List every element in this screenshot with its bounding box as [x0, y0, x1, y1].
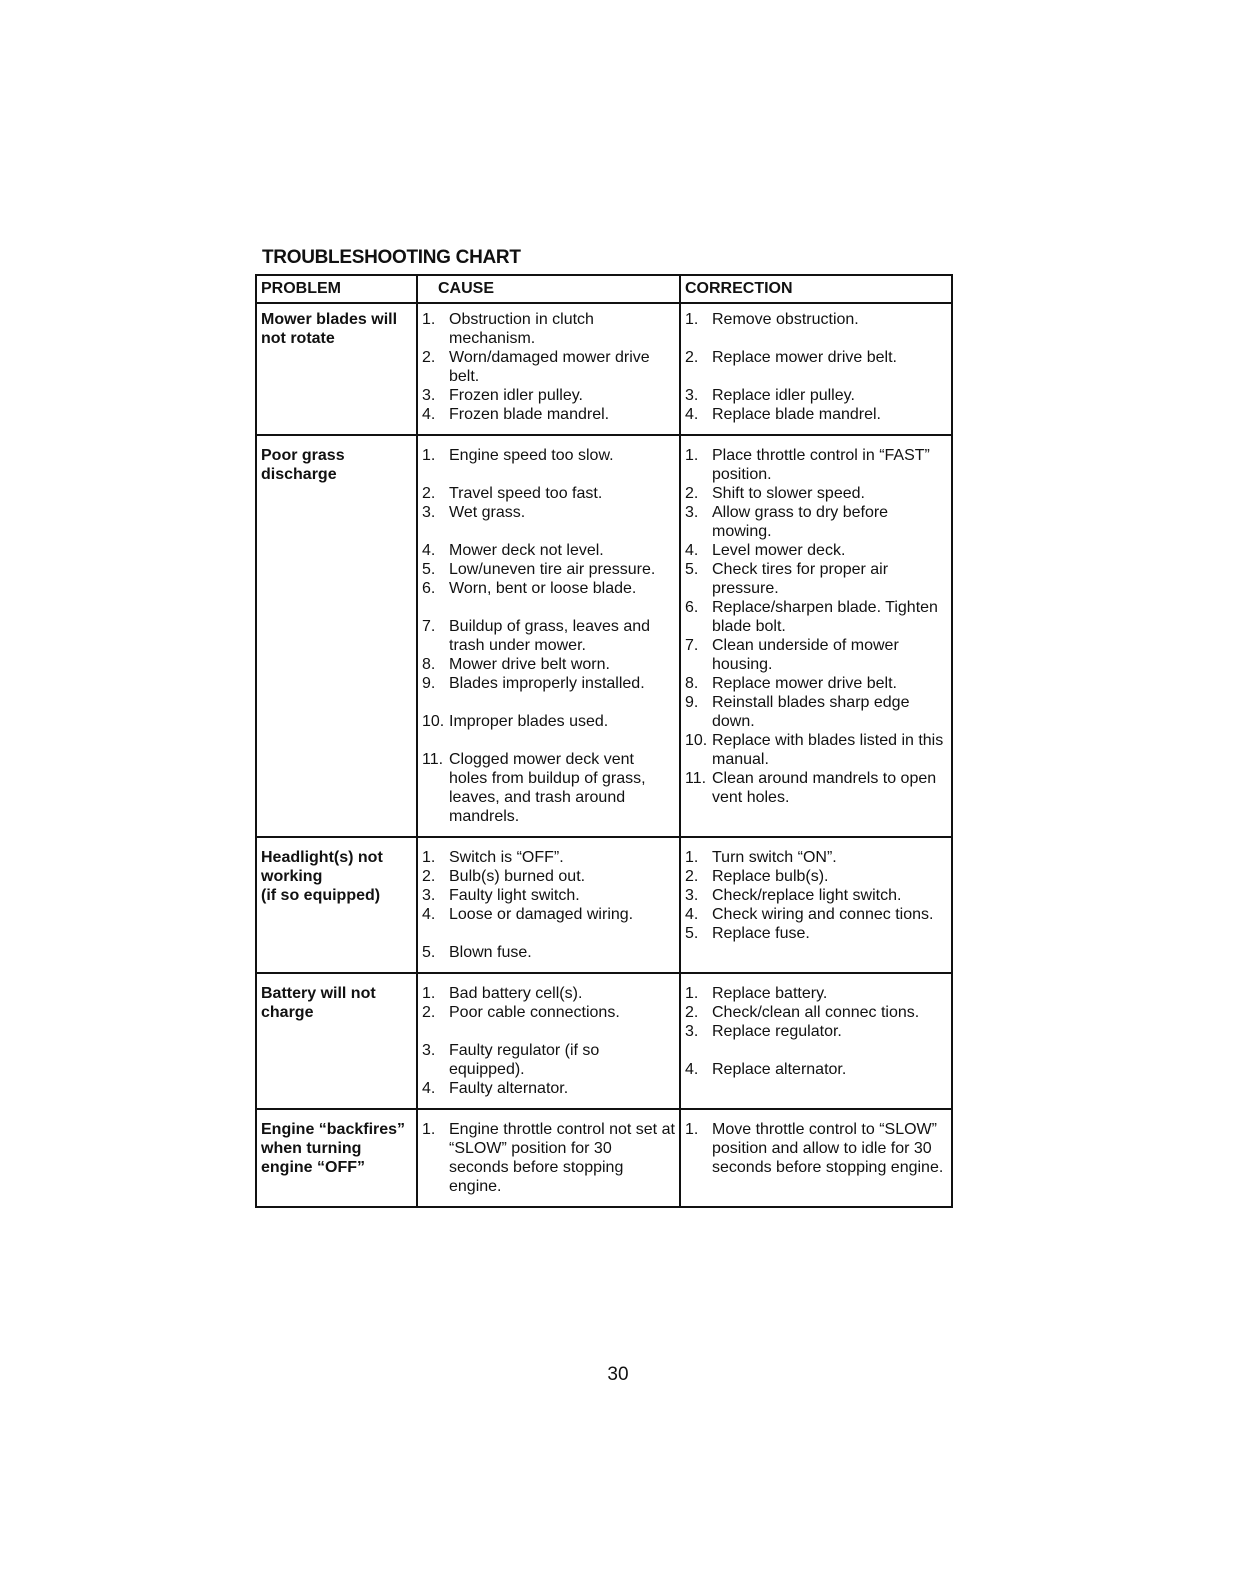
table-row: [256, 303, 952, 435]
item-text: Mower drive belt worn.: [449, 656, 610, 673]
list-item: [422, 1003, 675, 1022]
problem-cell: [256, 1109, 417, 1207]
item-text: Level mower deck.: [712, 542, 846, 559]
item-number: 1.: [685, 849, 699, 866]
correction-cell: [680, 303, 952, 435]
list-item: [422, 405, 675, 424]
item-text: Replace regulator.: [712, 1023, 842, 1040]
item-number: 2.: [685, 349, 699, 366]
item-number: 11.: [422, 751, 444, 768]
item-text: Worn/damaged mower drive belt.: [449, 349, 650, 385]
list-item: [685, 446, 947, 484]
item-number: 3.: [422, 1042, 436, 1059]
item-text: Replace idler pulley.: [712, 387, 855, 404]
item-number: 1.: [422, 311, 436, 328]
item-number: 2.: [422, 349, 436, 366]
item-text: Bulb(s) burned out.: [449, 868, 586, 885]
item-number: 4.: [422, 542, 436, 559]
list-item: [422, 484, 675, 503]
item-text: Place throttle control in “FAST” position.: [712, 447, 930, 483]
item-text: Buildup of grass, leaves and trash under mower.: [449, 618, 651, 654]
item-text: Replace battery.: [712, 985, 828, 1002]
list-item: [685, 405, 947, 424]
cause-cell: [417, 973, 680, 1109]
item-number: 5.: [422, 944, 436, 961]
problem-line: not rotate: [261, 330, 335, 347]
item-number: 3.: [685, 387, 699, 404]
item-number: 7.: [422, 618, 436, 635]
item-number: 4.: [685, 906, 699, 923]
item-number: 4.: [685, 1061, 699, 1078]
problem-cell: [256, 837, 417, 973]
item-number: 2.: [422, 868, 436, 885]
list-item: [685, 598, 947, 636]
item-text: Replace alternator.: [712, 1061, 847, 1078]
troubleshooting-table: [255, 274, 953, 1208]
item-number: 11.: [685, 770, 707, 787]
item-number: 3.: [685, 887, 699, 904]
list-item: [685, 636, 947, 674]
problem-line: (if so equipped): [261, 887, 381, 904]
item-number: 6.: [422, 580, 436, 597]
table-row: [256, 1109, 952, 1207]
list-item: [422, 943, 675, 962]
item-number: 5.: [422, 561, 436, 578]
problem-line: engine “OFF”: [261, 1159, 365, 1176]
problem-line: working: [261, 868, 323, 885]
item-text: Check wiring and connec tions.: [712, 906, 934, 923]
item-text: Move throttle control to “SLOW” position and allow to idle for 30 seconds before stopping engine.: [712, 1121, 944, 1176]
item-text: Replace/sharpen blade. Tighten blade bolt.: [712, 599, 938, 635]
list-item: [422, 848, 675, 867]
item-text: Remove obstruction.: [712, 311, 859, 328]
item-text: Replace mower drive belt.: [712, 349, 897, 366]
item-number: 5.: [685, 561, 699, 578]
item-text: Obstruction in clutch mechanism.: [449, 311, 594, 347]
item-number: 1.: [422, 1121, 436, 1138]
list-item: [685, 503, 947, 541]
item-text: Replace bulb(s).: [712, 868, 829, 885]
item-text: Check tires for proper air pressure.: [712, 561, 889, 597]
header-cause: CAUSE: [417, 275, 680, 303]
list-item: [685, 560, 947, 598]
problem-cell: [256, 303, 417, 435]
item-number: 10.: [685, 732, 708, 749]
item-number: 1.: [685, 311, 699, 328]
list-item: [422, 446, 675, 465]
item-number: 2.: [685, 1004, 699, 1021]
item-text: Clean around mandrels to open vent holes.: [712, 770, 937, 806]
table-row: [256, 837, 952, 973]
list-item: [685, 484, 947, 503]
list-item: [685, 693, 947, 731]
list-item: [685, 541, 947, 560]
table-row: [256, 435, 952, 837]
list-item: [422, 1120, 675, 1196]
item-text: Worn, bent or loose blade.: [449, 580, 637, 597]
problem-line: discharge: [261, 466, 337, 483]
list-item: [685, 924, 947, 943]
item-text: Bad battery cell(s).: [449, 985, 583, 1002]
problem-line: Headlight(s) not: [261, 849, 383, 866]
list-item: [422, 579, 675, 598]
list-item: [685, 1022, 947, 1041]
item-text: Switch is “OFF”.: [449, 849, 564, 866]
item-number: 9.: [685, 694, 699, 711]
list-item: [685, 731, 947, 769]
item-number: 1.: [685, 447, 699, 464]
table-row: [256, 973, 952, 1109]
item-number: 3.: [422, 387, 436, 404]
item-text: Frozen blade mandrel.: [449, 406, 610, 423]
list-item: [422, 867, 675, 886]
item-number: 4.: [685, 542, 699, 559]
item-number: 1.: [685, 985, 699, 1002]
list-item: [685, 1003, 947, 1022]
item-text: Engine speed too slow.: [449, 447, 614, 464]
item-text: Poor cable connections.: [449, 1004, 620, 1021]
correction-cell: [680, 837, 952, 973]
item-number: 1.: [422, 985, 436, 1002]
list-item: [685, 674, 947, 693]
list-item: [685, 905, 947, 924]
problem-cell: [256, 973, 417, 1109]
item-text: Check/clean all connec tions.: [712, 1004, 920, 1021]
item-text: Clean underside of mower housing.: [712, 637, 899, 673]
item-text: Travel speed too fast.: [449, 485, 603, 502]
correction-cell: [680, 1109, 952, 1207]
item-number: 4.: [422, 406, 436, 423]
list-item: [422, 712, 675, 731]
item-text: Replace mower drive belt.: [712, 675, 897, 692]
list-item: [685, 348, 947, 367]
list-item: [422, 503, 675, 522]
list-item: [422, 617, 675, 655]
problem-line: Poor grass: [261, 447, 345, 464]
item-text: Replace with blades listed in this manual.: [712, 732, 944, 768]
list-item: [422, 984, 675, 1003]
item-text: Engine throttle control not set at “SLOW” position for 30 seconds before stopping engine.: [449, 1121, 675, 1195]
item-number: 2.: [685, 485, 699, 502]
list-item: [685, 984, 947, 1003]
problem-line: Battery will not: [261, 985, 376, 1002]
item-number: 2.: [685, 868, 699, 885]
item-number: 9.: [422, 675, 436, 692]
item-text: Reinstall blades sharp edge down.: [712, 694, 910, 730]
header-problem: PROBLEM: [256, 275, 417, 303]
cause-cell: [417, 435, 680, 837]
item-text: Blades improperly installed.: [449, 675, 645, 692]
list-item: [422, 310, 675, 348]
cause-cell: [417, 837, 680, 973]
item-number: 1.: [422, 447, 436, 464]
item-number: 1.: [422, 849, 436, 866]
item-number: 4.: [685, 406, 699, 423]
chart-title: TROUBLESHOOTING CHART: [262, 247, 521, 268]
problem-cell: [256, 435, 417, 837]
item-number: 2.: [422, 1004, 436, 1021]
item-text: Blown fuse.: [449, 944, 532, 961]
item-text: Low/uneven tire air pressure.: [449, 561, 656, 578]
item-number: 1.: [685, 1121, 699, 1138]
list-item: [685, 1120, 947, 1177]
list-item: [422, 655, 675, 674]
item-text: Clogged mower deck vent holes from buildup of grass, leaves, and trash around mandrels.: [449, 751, 646, 825]
problem-line: charge: [261, 1004, 314, 1021]
problem-line: Mower blades will: [261, 311, 398, 328]
list-item: [422, 348, 675, 386]
item-text: Frozen idler pulley.: [449, 387, 583, 404]
header-row: [256, 275, 952, 303]
item-text: Faulty light switch.: [449, 887, 580, 904]
item-number: 4.: [422, 1080, 436, 1097]
list-item: [685, 867, 947, 886]
item-text: Loose or damaged wiring.: [449, 906, 634, 923]
list-item: [422, 1041, 675, 1079]
item-number: 3.: [422, 504, 436, 521]
item-number: 3.: [422, 887, 436, 904]
item-text: Improper blades used.: [449, 713, 609, 730]
list-item: [685, 848, 947, 867]
list-item: [685, 886, 947, 905]
item-text: Wet grass.: [449, 504, 526, 521]
item-number: 7.: [685, 637, 699, 654]
item-number: 5.: [685, 925, 699, 942]
item-number: 4.: [422, 906, 436, 923]
list-item: [422, 905, 675, 924]
item-text: Shift to slower speed.: [712, 485, 865, 502]
item-text: Replace blade mandrel.: [712, 406, 881, 423]
list-item: [685, 769, 947, 807]
item-number: 8.: [685, 675, 699, 692]
item-text: Turn switch “ON”.: [712, 849, 837, 866]
list-item: [685, 310, 947, 329]
page-number: 30: [607, 1364, 629, 1385]
item-number: 3.: [685, 504, 699, 521]
item-text: Faulty regulator (if so equipped).: [449, 1042, 600, 1078]
cause-cell: [417, 303, 680, 435]
item-text: Faulty alternator.: [449, 1080, 569, 1097]
list-item: [422, 886, 675, 905]
list-item: [422, 674, 675, 693]
item-number: 6.: [685, 599, 699, 616]
item-number: 10.: [422, 713, 445, 730]
list-item: [422, 386, 675, 405]
item-text: Check/replace light switch.: [712, 887, 902, 904]
item-text: Replace fuse.: [712, 925, 810, 942]
problem-line: when turning: [261, 1140, 362, 1157]
list-item: [422, 560, 675, 579]
list-item: [685, 386, 947, 405]
cause-cell: [417, 1109, 680, 1207]
item-text: Allow grass to dry before mowing.: [712, 504, 889, 540]
list-item: [422, 750, 675, 826]
item-number: 8.: [422, 656, 436, 673]
list-item: [685, 1060, 947, 1079]
header-correction: CORRECTION: [680, 275, 952, 303]
list-item: [422, 1079, 675, 1098]
item-number: 3.: [685, 1023, 699, 1040]
problem-line: Engine “backfires”: [261, 1121, 406, 1138]
correction-cell: [680, 435, 952, 837]
list-item: [422, 541, 675, 560]
item-number: 2.: [422, 485, 436, 502]
item-text: Mower deck not level.: [449, 542, 604, 559]
correction-cell: [680, 973, 952, 1109]
